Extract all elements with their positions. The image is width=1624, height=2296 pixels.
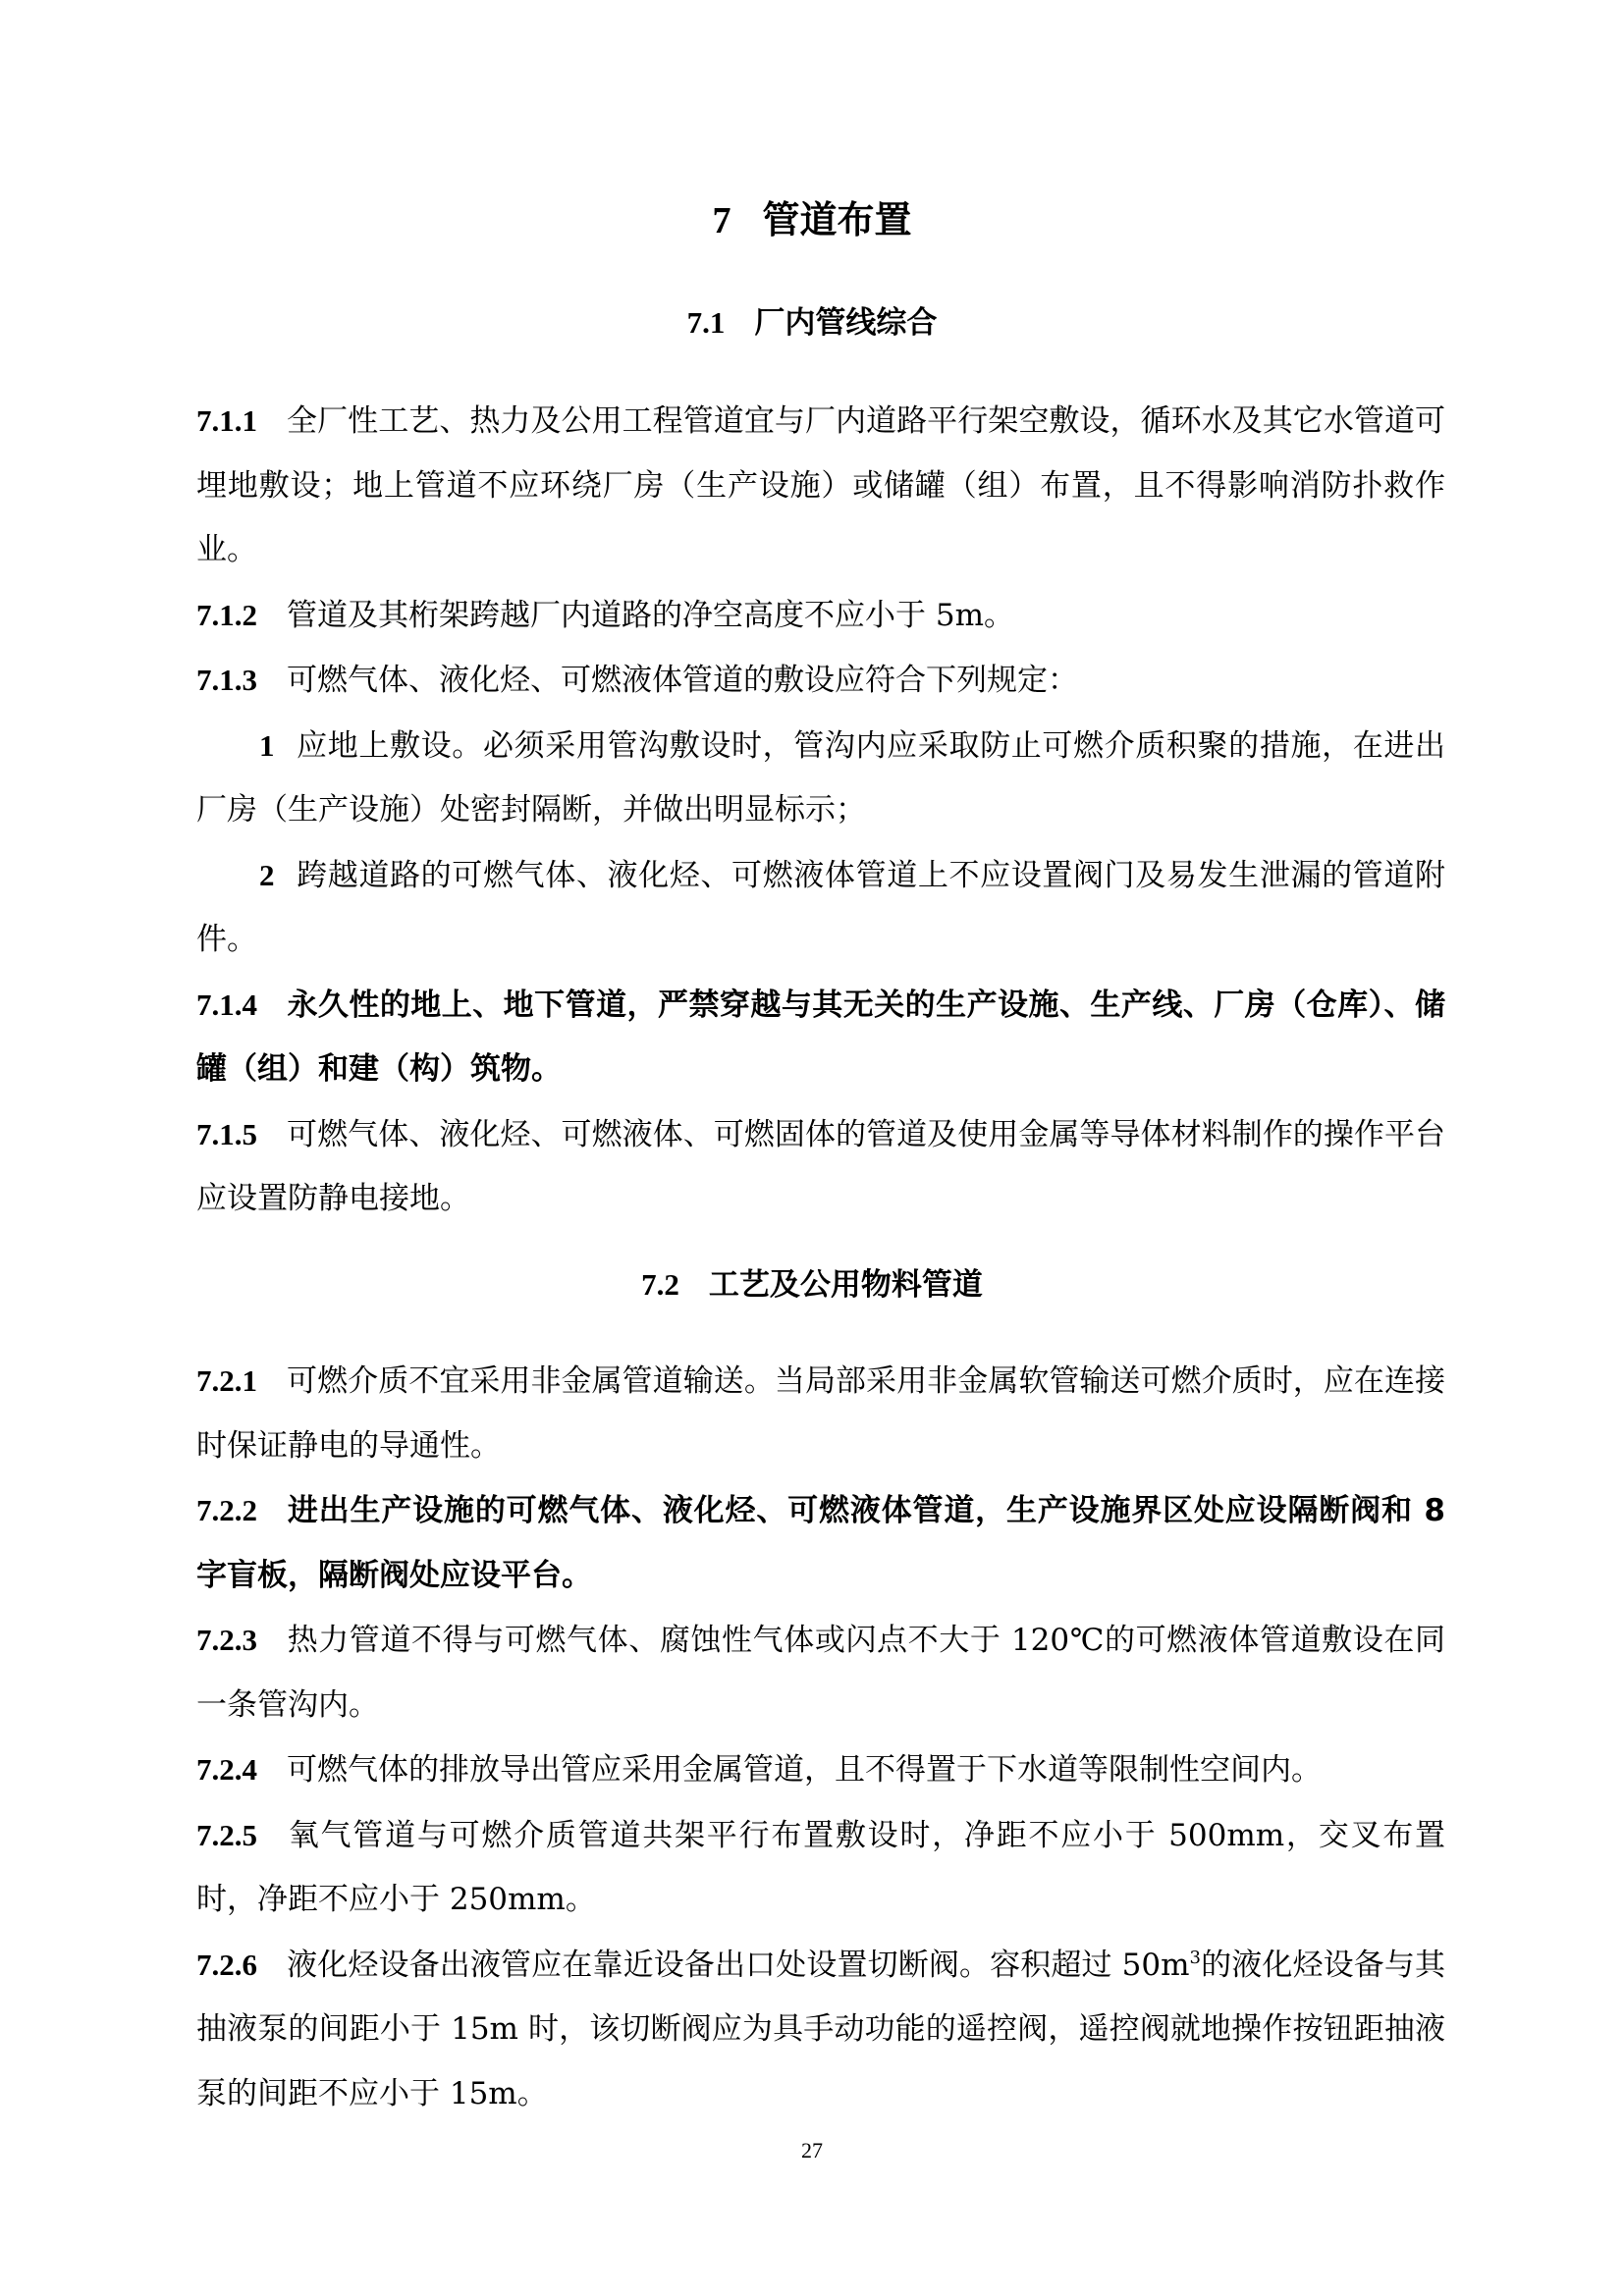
clause-text-part-2: 的液化烃设备与其抽液泵的间距小于 15m 时，该切断阀应为具手动功能的遥控阀，遥控阀就地操作按钮距抽液泵的间距不应小于 15m。 [196,1947,1445,2111]
clause-number: 7.1.2 [196,597,257,632]
clause-7-2-1 [196,1349,1445,1478]
section-title-text: 厂内管线综合 [754,305,938,341]
section-number: 7.2 [641,1267,679,1302]
item-text: 应地上敷设。必须采用管沟敷设时，管沟内应采取防止可燃介质积聚的措施，在进出厂房（生产设施）处密封隔断，并做出明显标示； [196,727,1445,828]
clause-number: 7.2.3 [196,1623,257,1657]
clause-7-1-3-item-2 [196,843,1445,973]
section-title-text: 工艺及公用物料管道 [708,1267,983,1303]
clause-number: 7.2.2 [196,1493,257,1527]
clause-text: 可燃气体的排放导出管应采用金属管道，且不得置于下水道等限制性空间内。 [287,1752,1322,1788]
clause-text: 氧气管道与可燃介质管道共架平行布置敷设时，净距不应小于 500mm，交叉布置时，净距不应小于 250mm。 [196,1817,1445,1917]
clause-number: 7.1.4 [196,987,257,1022]
clause-text: 可燃气体、液化烃、可燃液体、可燃固体的管道及使用金属等导体材料制作的操作平台应设置防静电接地。 [196,1116,1445,1216]
clause-number: 7.2.6 [196,1947,257,1982]
clause-number: 7.2.4 [196,1752,257,1787]
chapter-number: 7 [712,200,731,241]
section-title-7-2 [0,1261,1624,1308]
clause-7-1-5 [196,1102,1445,1232]
clause-7-1-3-item-1 [196,714,1445,843]
section-number: 7.1 [686,305,726,340]
item-text: 跨越道路的可燃气体、液化烃、可燃液体管道上不应设置阀门及易发生泄漏的管道附件。 [196,857,1445,957]
clause-text: 永久性的地上、地下管道，严禁穿越与其无关的生产设施、生产线、厂房（仓库）、储罐（组）和建（构）筑物。 [196,987,1445,1087]
item-number: 1 [259,727,275,763]
clause-text: 管道及其桁架跨越厂内道路的净空高度不应小于 5m。 [287,597,1014,633]
clause-text: 可燃介质不宜采用非金属管道输送。当局部采用非金属软管输送可燃介质时，应在连接时保证静电的导通性。 [196,1363,1445,1464]
chapter-title-text: 管道布置 [762,198,912,241]
clause-text: 可燃气体、液化烃、可燃液体管道的敷设应符合下列规定： [287,663,1078,698]
clause-number: 7.2.5 [196,1817,257,1852]
clause-number: 7.1.3 [196,663,257,697]
page-number: 27 [801,2138,823,2163]
clause-number: 7.2.1 [196,1363,257,1398]
clause-text: 进出生产设施的可燃气体、液化烃、可燃液体管道，生产设施界区处应设隔断阀和 8 字盲板，隔断阀处应设平台。 [196,1493,1445,1593]
clause-7-2-2 [196,1478,1445,1608]
clause-7-2-5 [196,1803,1445,1933]
chapter-title [0,192,1624,248]
clause-7-2-4 [196,1737,1445,1803]
clause-text: 全厂性工艺、热力及公用工程管道宜与厂内道路平行架空敷设，循环水及其它水管道可埋地敷设；地上管道不应环绕厂房（生产设施）或储罐（组）布置，且不得影响消防扑救作业。 [196,403,1445,567]
clause-7-1-4 [196,973,1445,1102]
clause-number: 7.1.1 [196,403,257,438]
clause-number: 7.1.5 [196,1116,257,1151]
section-body-7-1 [196,389,1445,1232]
clause-text-part-1: 液化烃设备出液管应在靠近设备出口处设置切断阀。容积超过 50m [287,1947,1190,1983]
clause-7-2-6 [196,1933,1445,2127]
clause-7-2-3 [196,1608,1445,1737]
superscript-exponent: 3 [1189,1947,1201,1968]
clause-text: 热力管道不得与可燃气体、腐蚀性气体或闪点不大于 120℃的可燃液体管道敷设在同一条管沟内。 [196,1623,1445,1723]
clause-7-1-2 [196,583,1445,649]
section-title-7-1 [0,299,1624,347]
clause-7-1-1 [196,389,1445,583]
section-body-7-2 [196,1349,1445,2126]
item-number: 2 [259,857,275,892]
clause-7-1-3 [196,648,1445,714]
